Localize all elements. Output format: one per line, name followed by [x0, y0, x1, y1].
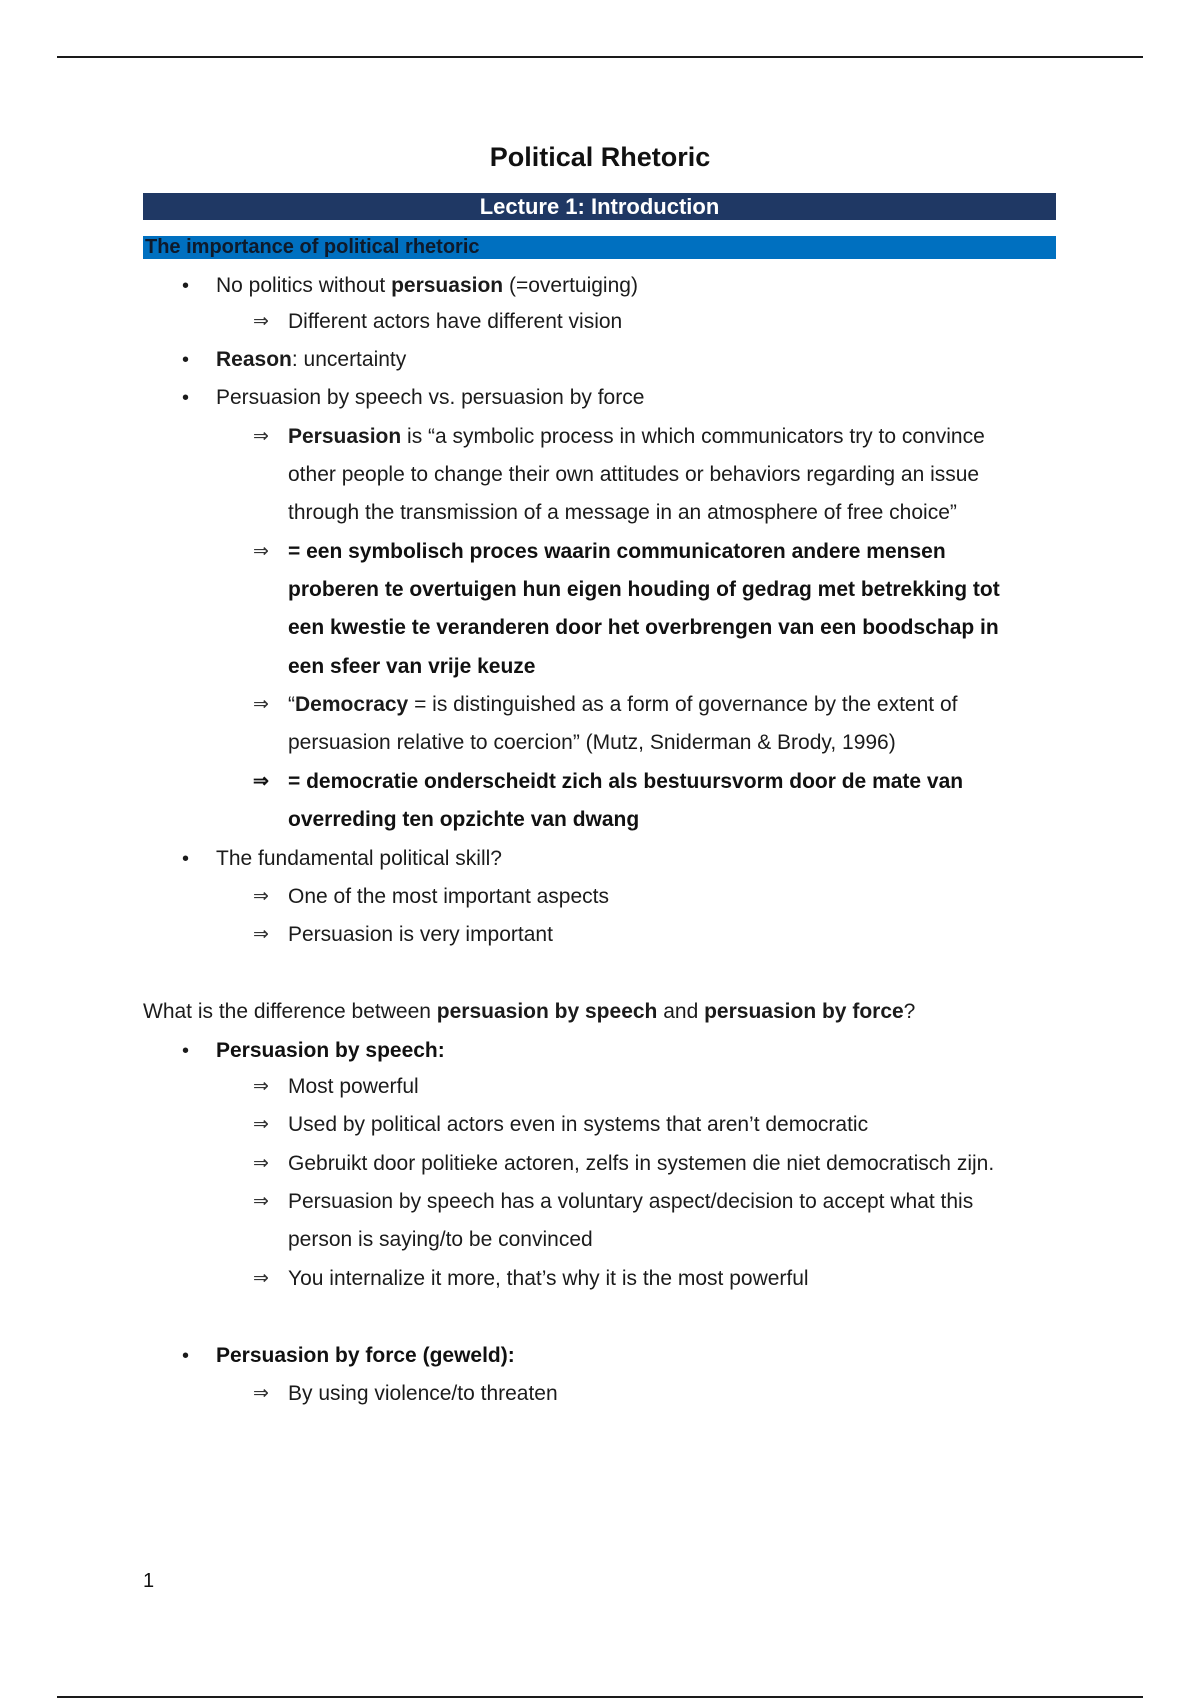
lecture-heading: Lecture 1: Introduction — [143, 193, 1056, 220]
sub-persuasion-dutch-line2: proberen te overtuigen hun eigen houding of gedrag met betrekking tot — [288, 578, 1000, 601]
bullet-glyph: • — [182, 275, 190, 297]
arrow-glyph: ⇒ — [253, 1114, 269, 1135]
arrow-glyph: ⇒ — [253, 886, 269, 907]
sub-democracy-definition: “Democracy = is distinguished as a form of governance by the extent of — [288, 693, 958, 716]
arrow-glyph: ⇒ — [253, 1191, 269, 1212]
section-heading — [143, 236, 1056, 259]
question-paragraph: What is the difference between persuasion by speech and persuasion by force? — [143, 1000, 916, 1023]
bullet-glyph: • — [182, 387, 190, 409]
speech-most-powerful: Most powerful — [288, 1075, 419, 1098]
force-heading: Persuasion by force (geweld): — [216, 1344, 515, 1367]
speech-heading: Persuasion by speech: — [216, 1039, 445, 1062]
sub-persuasion-dutch: = een symbolisch proces waarin communicatoren andere mensen — [288, 540, 946, 563]
bullet-glyph: • — [182, 1040, 190, 1062]
bottom-rule — [57, 1696, 1143, 1698]
bullet-reason: Reason: uncertainty — [216, 348, 407, 371]
sub-democracy-definition-line2: persuasion relative to coercion” (Mutz, Sniderman & Brody, 1996) — [288, 731, 896, 754]
arrow-glyph: ⇒ — [253, 694, 269, 715]
arrow-glyph: ⇒ — [253, 1383, 269, 1404]
bullet-fundamental-skill: The fundamental political skill? — [216, 847, 502, 870]
document-title: Political Rhetoric — [489, 142, 711, 172]
force-violence: By using violence/to threaten — [288, 1382, 558, 1405]
top-rule — [57, 56, 1143, 58]
arrow-glyph: ⇒ — [253, 1076, 269, 1097]
sub-democracy-dutch: = democratie onderscheidt zich als bestuursvorm door de mate van — [288, 770, 964, 793]
sub-persuasion-dutch-line3: een kwestie te veranderen door het overbrengen van een boodschap in — [288, 616, 999, 639]
page-number: 1 — [143, 1570, 155, 1592]
arrow-glyph: ⇒ — [253, 924, 269, 945]
speech-voluntary-aspect-line2: person is saying/to be convinced — [288, 1228, 593, 1251]
speech-voluntary-aspect: Persuasion by speech has a voluntary aspect/decision to accept what this — [288, 1190, 974, 1213]
bullet-glyph: • — [182, 349, 190, 371]
arrow-glyph: ⇒ — [253, 426, 269, 447]
speech-internalize: You internalize it more, that’s why it is the most powerful — [288, 1267, 809, 1290]
arrow-glyph: ⇒ — [253, 1153, 269, 1174]
sub-persuasion-important: Persuasion is very important — [288, 923, 553, 946]
arrow-glyph: ⇒ — [253, 541, 269, 562]
sub-persuasion-definition: Persuasion is “a symbolic process in which communicators try to convince — [288, 425, 985, 448]
sub-persuasion-definition-line2: other people to change their own attitudes or behaviors regarding an issue — [288, 463, 980, 486]
bullet-speech-vs-force: Persuasion by speech vs. persuasion by force — [216, 386, 645, 409]
section-heading-text: The importance of political rhetoric — [145, 236, 480, 258]
arrow-glyph: ⇒ — [253, 771, 269, 792]
bullet-no-politics: No politics without persuasion (=overtuiging) — [216, 274, 638, 297]
arrow-glyph: ⇒ — [253, 1268, 269, 1289]
arrow-glyph: ⇒ — [253, 311, 269, 332]
sub-important-aspects: One of the most important aspects — [288, 885, 609, 908]
speech-used-by-actors-dutch: Gebruikt door politieke actoren, zelfs in systemen die niet democratisch zijn. — [288, 1152, 995, 1175]
sub-different-actors: Different actors have different vision — [288, 310, 623, 333]
sub-democracy-dutch-line2: overreding ten opzichte van dwang — [288, 808, 640, 831]
sub-persuasion-definition-line3: through the transmission of a message in an atmosphere of free choice” — [288, 501, 957, 524]
bullet-glyph: • — [182, 848, 190, 870]
bullet-glyph: • — [182, 1345, 190, 1367]
speech-used-by-actors: Used by political actors even in systems that aren’t democratic — [288, 1113, 869, 1136]
sub-persuasion-dutch-line4: een sfeer van vrije keuze — [288, 655, 536, 678]
